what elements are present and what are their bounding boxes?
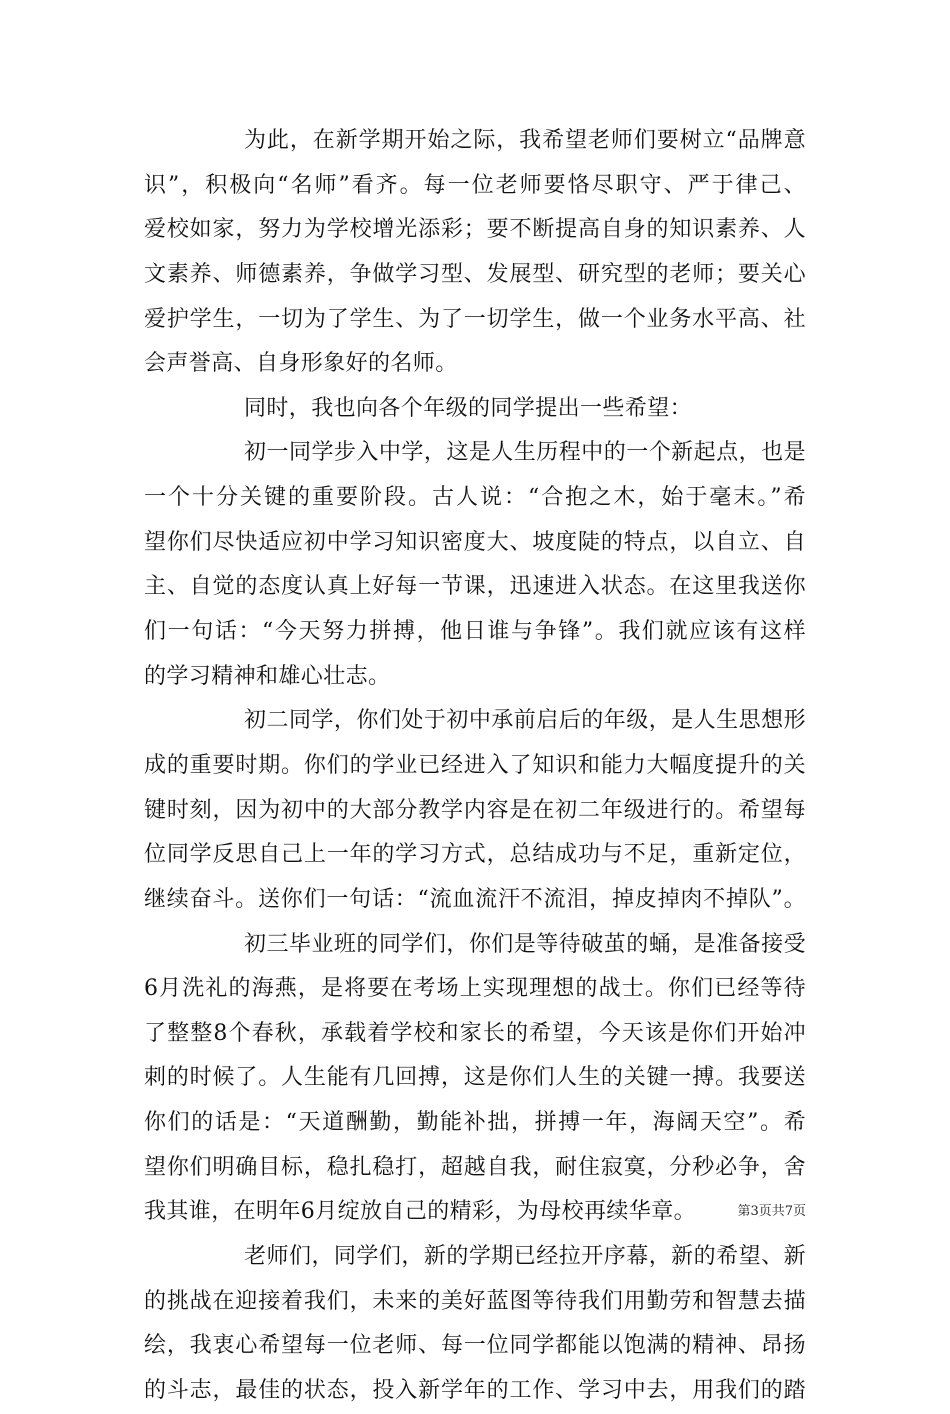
text-line: 老师们，同学们，新的学期已经拉开序幕，新的希望、新 bbox=[244, 1244, 806, 1270]
text-line: 我其谁，在明年6月绽放自己的精彩，为母校再续华章。 bbox=[144, 1199, 696, 1225]
paragraph-grade-two bbox=[144, 699, 806, 922]
text-line: 键时刻，因为初中的大部分教学内容是在初二年级进行的。希望每 bbox=[144, 797, 806, 823]
text-line: 的学习精神和雄心壮志。 bbox=[144, 663, 391, 689]
text-line: 你们的话是：“天道酬勤，勤能补拙，拼搏一年，海阔天空”。希 bbox=[144, 1110, 806, 1136]
text-line: 望你们明确目标，稳扎稳打，超越自我，耐住寂寞，分秒必争，舍 bbox=[144, 1154, 806, 1180]
text-line: 的挑战在迎接着我们，未来的美好蓝图等待我们用勤劳和智慧去描 bbox=[144, 1288, 806, 1314]
text-line: 成的重要时期。你们的学业已经进入了知识和能力大幅度提升的关 bbox=[144, 752, 806, 778]
page-number: 第3页共7页 bbox=[737, 1204, 806, 1219]
text-line: 望你们尽快适应初中学习知识密度大、坡度陡的特点，以自立、自 bbox=[144, 529, 806, 555]
text-line: 继续奋斗。送你们一句话：“流血流汗不流泪，掉皮掉肉不掉队”。 bbox=[144, 886, 806, 912]
paragraph-grade-three bbox=[144, 923, 806, 1235]
text-line: 初三毕业班的同学们，你们是等待破茧的蛹，是准备接受 bbox=[244, 931, 806, 957]
text-line: 了整整8个春秋，承载着学校和家长的希望，今天该是你们开始冲 bbox=[144, 1020, 806, 1046]
paragraph-closing bbox=[144, 1235, 806, 1414]
text-line: 爱校如家，努力为学校增光添彩；要不断提高自身的知识素养、人 bbox=[144, 217, 806, 243]
text-line: 刺的时候了。人生能有几回搏，这是你们人生的关键一搏。我要送 bbox=[144, 1065, 806, 1091]
text-line: 们一句话：“今天努力拼搏，他日谁与争锋”。我们就应该有这样 bbox=[144, 619, 806, 645]
text-line: 会声誉高、自身形象好的名师。 bbox=[144, 351, 458, 377]
text-line: 为此，在新学期开始之际，我希望老师们要树立“品牌意 bbox=[244, 128, 806, 153]
paragraph-students-intro bbox=[144, 387, 806, 432]
text-line: 绘，我衷心希望每一位老师、每一位同学都能以饱满的精神、昂扬 bbox=[144, 1333, 806, 1359]
text-line: 一个十分关键的重要阶段。古人说：“合抱之木，始于毫末。”希 bbox=[144, 485, 806, 511]
paragraph-grade-one bbox=[144, 431, 806, 699]
text-line: 初二同学，你们处于初中承前启后的年级，是人生思想形 bbox=[244, 708, 806, 734]
paragraph-teachers bbox=[144, 119, 806, 387]
text-line: 主、自觉的态度认真上好每一节课，迅速进入状态。在这里我送你 bbox=[144, 574, 806, 600]
document-body bbox=[144, 119, 806, 1414]
text-line: 文素养、师德素养，争做学习型、发展型、研究型的老师；要关心 bbox=[144, 261, 806, 287]
text-line: 的斗志，最佳的状态，投入新学年的工作、学习中去，用我们的踏 bbox=[144, 1377, 806, 1403]
text-line: 位同学反思自己上一年的学习方式，总结成功与不足，重新定位， bbox=[144, 842, 806, 868]
text-line: 识”，积极向“名师”看齐。每一位老师要恪尽职守、严于律己、 bbox=[144, 172, 806, 198]
text-line: 6月洗礼的海燕，是将要在考场上实现理想的战士。你们已经等待 bbox=[144, 976, 806, 1002]
text-line: 爱护学生，一切为了学生、为了一切学生，做一个业务水平高、社 bbox=[144, 306, 806, 332]
text-line: 初一同学步入中学，这是人生历程中的一个新起点，也是 bbox=[244, 440, 806, 466]
text-line: 同时，我也向各个年级的同学提出一些希望： bbox=[244, 395, 693, 421]
